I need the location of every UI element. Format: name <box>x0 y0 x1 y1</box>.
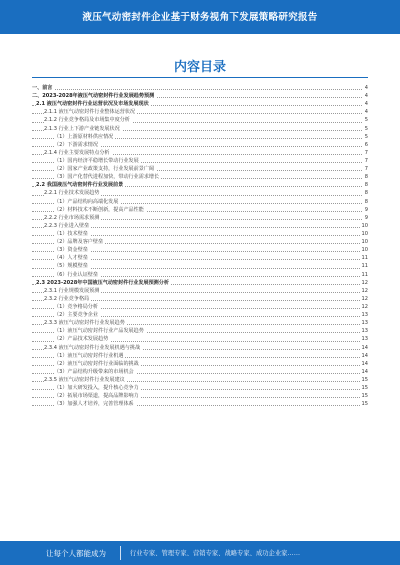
toc-entry-text: 2.3.2 行业竞争格局 <box>44 295 90 302</box>
toc-entry-page: 10 <box>361 230 368 237</box>
toc-entry-page: 15 <box>361 376 368 383</box>
toc-entry-text: （2）拓展市场渠道，提高品牌影响力 <box>54 393 139 400</box>
toc-entry[interactable] <box>32 327 368 335</box>
toc-entry-page: 8 <box>364 190 368 197</box>
toc-entry-text: （3）产品结构升级带来的市场机会 <box>54 368 134 375</box>
toc-entry[interactable] <box>32 254 368 262</box>
toc-entry-page: 7 <box>364 157 368 164</box>
report-header-bar <box>0 0 400 34</box>
toc-entry-text: （2）产品技术发展趋势 <box>54 336 109 343</box>
toc-entry[interactable] <box>32 246 368 254</box>
toc-entry[interactable] <box>32 165 368 173</box>
toc-entry[interactable] <box>32 335 368 343</box>
toc-entry[interactable] <box>32 311 368 319</box>
toc-entry-page: 8 <box>364 174 368 181</box>
toc-entry-text: 2.3.1 行业规模发展预测 <box>44 287 100 294</box>
toc-entry-text: （1）加大研发投入，提升核心竞争力 <box>54 385 139 392</box>
toc-entry-text: 2.2.3 行业进入壁垒 <box>44 222 90 229</box>
toc-entry-text: （4）人才壁垒 <box>54 255 88 262</box>
toc-entry-text: （2）液压气动密封件行业面临的挑战 <box>54 360 139 367</box>
toc-entry-page: 13 <box>361 336 368 343</box>
toc-entry-page: 5 <box>364 125 368 132</box>
toc-heading: 内容目录 <box>173 60 226 75</box>
toc-entry-text: （3）国产化替代进程加快，带动行业需求增长 <box>54 174 160 181</box>
toc-entry-page: 13 <box>361 312 368 319</box>
toc-entry[interactable] <box>32 262 368 270</box>
toc-entry[interactable] <box>32 92 368 100</box>
toc-entry-text: 二、2023-2028年液压气动密封件行业发展趋势预测 <box>32 93 155 100</box>
toc-entry-text: （6）行业认证壁垒 <box>54 271 98 278</box>
toc-entry[interactable] <box>32 384 368 392</box>
toc-entry-page: 15 <box>361 401 368 408</box>
toc-entry-text: （1）国内经济平稳增长带动行业发展 <box>54 157 139 164</box>
toc-entry[interactable] <box>32 84 368 92</box>
table-of-contents <box>32 84 368 541</box>
toc-entry-text: 2.3.3 液压气动密封件行业发展趋势 <box>44 320 125 327</box>
toc-entry-page: 13 <box>361 320 368 327</box>
toc-entry-page: 8 <box>364 198 368 205</box>
toc-entry[interactable] <box>32 271 368 279</box>
toc-entry-page: 6 <box>364 141 368 148</box>
toc-entry-page: 11 <box>361 263 368 270</box>
toc-entry-page: 14 <box>361 352 368 359</box>
toc-entry-page: 15 <box>361 385 368 392</box>
toc-entry-page: 15 <box>361 393 368 400</box>
toc-entry-text: （2）材料技术不断创新，提高产品性能 <box>54 206 144 213</box>
toc-entry[interactable] <box>32 100 368 108</box>
toc-entry-text: （2）国家产业政策支持，行业发展前景广阔 <box>54 166 155 173</box>
toc-entry-page: 10 <box>361 239 368 246</box>
toc-entry[interactable] <box>32 238 368 246</box>
footer-bar <box>0 541 400 565</box>
toc-entry[interactable] <box>32 173 368 181</box>
toc-entry-page: 7 <box>364 166 368 173</box>
toc-entry-page: 11 <box>361 255 368 262</box>
toc-entry[interactable] <box>32 344 368 352</box>
toc-entry-text: （1）液压气动密封件行业机遇 <box>54 352 124 359</box>
toc-entry-text: （1）上游原材料供应情况 <box>54 133 114 140</box>
toc-entry[interactable] <box>32 198 368 206</box>
toc-entry[interactable] <box>32 222 368 230</box>
toc-entry-text: （3）加强人才培养，完善管理体系 <box>54 401 134 408</box>
toc-entry-text: （2）主要竞争企业 <box>54 312 98 319</box>
toc-entry-page: 9 <box>364 206 368 213</box>
toc-entry[interactable] <box>32 206 368 214</box>
toc-entry-text: （1）液压气动密封件行业产品发展趋势 <box>54 328 144 335</box>
toc-entry[interactable] <box>32 279 368 287</box>
toc-entry-page: 14 <box>361 360 368 367</box>
toc-entry-text: 2.1.4 行业主要发展特点分析 <box>44 149 110 156</box>
toc-entry-text: 2.2.2 行业市场需求预测 <box>44 214 100 221</box>
toc-entry[interactable] <box>32 400 368 408</box>
toc-entry-page: 8 <box>364 182 368 189</box>
toc-entry-page: 13 <box>361 328 368 335</box>
toc-entry[interactable] <box>32 116 368 124</box>
toc-entry-text: 2.2 我国液压气动密封件行业发展前景 <box>36 182 124 189</box>
toc-entry-text: （1）产品结构向高端化发展 <box>54 198 119 205</box>
footer-divider <box>120 546 121 560</box>
toc-entry[interactable] <box>32 368 368 376</box>
toc-entry[interactable] <box>32 125 368 133</box>
toc-entry[interactable] <box>32 360 368 368</box>
toc-entry[interactable] <box>32 181 368 189</box>
toc-entry-text: 2.3.4 液压气动密封件行业发展机遇与挑战 <box>44 344 141 351</box>
toc-entry-page: 7 <box>364 149 368 156</box>
toc-entry-text: （3）资金壁垒 <box>54 247 88 254</box>
toc-entry-text: 2.3 2023-2028年中国液压气动密封件行业发展预测分析 <box>36 279 169 286</box>
toc-entry-text: （2）下游需求情况 <box>54 141 98 148</box>
toc-entry-page: 4 <box>364 101 368 108</box>
toc-entry-page: 14 <box>361 344 368 351</box>
toc-entry-page: 12 <box>361 303 368 310</box>
toc-entry-page: 5 <box>364 117 368 124</box>
toc-entry-text: 2.1 液压气动密封件行业运营状况及市场发展现状 <box>36 101 149 108</box>
toc-entry-page: 9 <box>364 214 368 221</box>
toc-entry[interactable] <box>32 392 368 400</box>
toc-entry-page: 4 <box>364 85 368 91</box>
toc-entry[interactable] <box>32 303 368 311</box>
toc-entry[interactable] <box>32 287 368 295</box>
toc-entry[interactable] <box>32 133 368 141</box>
toc-entry[interactable] <box>32 141 368 149</box>
toc-entry-text: 2.1.1 液压气动密封件行业整体运营状况 <box>44 109 135 116</box>
report-title: 液压气动密封件企业基于财务视角下发展策略研究报告 <box>82 12 318 23</box>
toc-entry-page: 12 <box>361 295 368 302</box>
toc-entry-page: 14 <box>361 368 368 375</box>
toc-entry-text: （1）竞争格局分析 <box>54 303 98 310</box>
toc-entry-text: 2.1.2 行业竞争格局及市场集中度分析 <box>44 117 130 124</box>
toc-entry-text: 2.3.5 液压气动密封件行业发展建议 <box>44 376 125 383</box>
toc-entry-page: 12 <box>361 287 368 294</box>
toc-entry[interactable] <box>32 157 368 165</box>
footer-tagline: 行业专家、管理专家、营销专家、战略专家、成功企业家…… <box>130 550 301 557</box>
toc-entry-text: （5）规模壁垒 <box>54 263 88 270</box>
footer-slogan: 让每个人都能成为 <box>46 549 106 558</box>
toc-leader-dots <box>32 89 362 90</box>
toc-entry-page: 4 <box>364 93 368 100</box>
toc-entry[interactable] <box>32 108 368 116</box>
toc-entry-text: 2.1.3 行业上下游产业链发展状况 <box>44 125 120 132</box>
toc-divider <box>32 77 368 78</box>
toc-entry[interactable] <box>32 214 368 222</box>
toc-entry[interactable] <box>32 230 368 238</box>
toc-entry-text: 一、前言 <box>32 85 53 91</box>
toc-entry-text: （2）品牌及客户壁垒 <box>54 239 104 246</box>
toc-entry[interactable] <box>32 352 368 360</box>
toc-entry[interactable] <box>32 319 368 327</box>
toc-entry-page: 10 <box>361 222 368 229</box>
toc-entry-page: 4 <box>364 109 368 116</box>
toc-entry[interactable] <box>32 149 368 157</box>
toc-entry-page: 10 <box>361 247 368 254</box>
toc-entry-page: 12 <box>361 279 368 286</box>
toc-entry-page: 11 <box>361 271 368 278</box>
toc-entry[interactable] <box>32 189 368 197</box>
toc-entry[interactable] <box>32 295 368 303</box>
toc-entry-text: （1）技术壁垒 <box>54 230 88 237</box>
toc-entry-page: 5 <box>364 133 368 140</box>
toc-entry-text: 2.2.1 行业技术发展趋势 <box>44 190 100 197</box>
toc-entry[interactable] <box>32 376 368 384</box>
